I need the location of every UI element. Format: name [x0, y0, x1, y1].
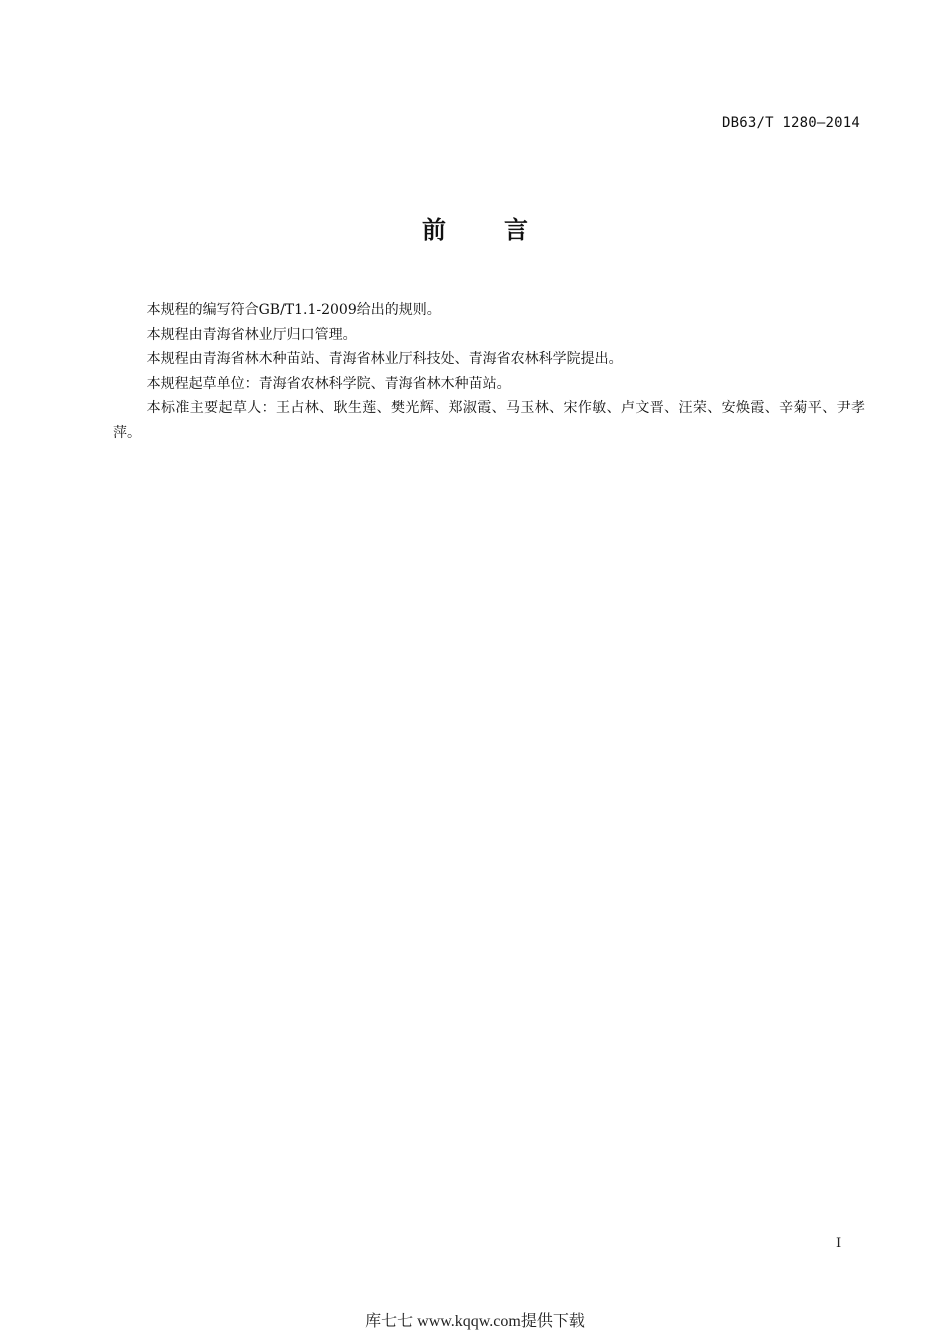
title-char-2: 言	[504, 216, 528, 244]
paragraph: 本规程由青海省林木种苗站、青海省林业厅科技处、青海省农林科学院提出。	[146, 351, 623, 367]
paragraph: 本标准主要起草人：王占林、耿生莲、樊光辉、郑淑霞、马玉林、宋作敏、卢文晋、汪荣、安焕霞、辛菊平、尹孝萍。	[113, 400, 865, 441]
standard-code: DB63/T 1280—2014	[721, 115, 860, 131]
paragraph: 本规程的编写符合GB/T1.1-2009给出的规则。	[146, 302, 441, 318]
page-number: I	[836, 1236, 842, 1251]
footer-watermark: 库七七 www.kqqw.com提供下载	[365, 1313, 585, 1330]
paragraph: 本规程由青海省林业厅归口管理。	[146, 326, 357, 343]
page-title	[0, 210, 950, 245]
paragraph: 本规程起草单位：青海省农林科学院、青海省林木种苗站。	[146, 375, 511, 392]
foreword-body	[113, 298, 865, 445]
title-char-1: 前	[422, 216, 446, 244]
